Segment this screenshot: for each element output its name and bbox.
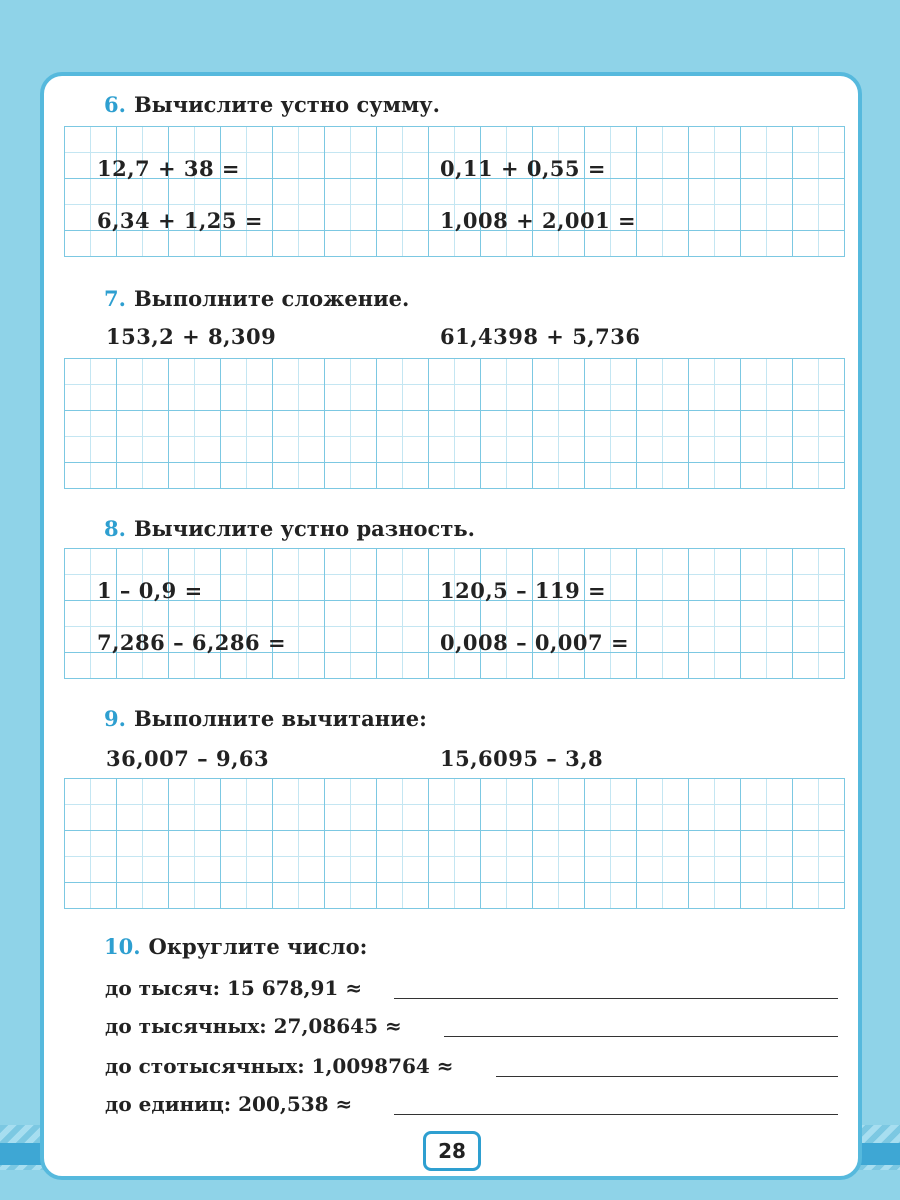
round-row-units: до единиц: 200,538 ≈ <box>105 1092 353 1116</box>
task-8-expr-2: 120,5 – 119 = <box>440 578 607 603</box>
page-number: 28 <box>423 1131 481 1171</box>
task-6-text: Вычислите устно сумму. <box>133 92 440 117</box>
task-9-expr-1: 36,007 – 9,63 <box>106 746 270 771</box>
task-9-expr-2: 15,6095 – 3,8 <box>440 746 604 771</box>
task-8-grid[interactable] <box>64 548 845 679</box>
task-6-expr-3: 6,34 + 1,25 = <box>97 208 263 233</box>
task-10-text: Округлите число: <box>148 934 368 959</box>
task-6-grid[interactable] <box>64 126 845 257</box>
answer-line-1[interactable] <box>394 998 838 999</box>
task-8-text: Вычислите устно разность. <box>133 516 475 541</box>
task-6-expr-1: 12,7 + 38 = <box>97 156 240 181</box>
task-9-grid[interactable] <box>64 778 845 909</box>
task-7-grid[interactable] <box>64 358 845 489</box>
task-7-text: Выполните сложение. <box>133 286 410 311</box>
round-row-hundred-thousandths: до стотысячных: 1,0098764 ≈ <box>105 1054 454 1078</box>
task-9-title <box>104 706 427 731</box>
task-6-title <box>104 92 440 117</box>
task-7-number: 7. <box>104 286 126 311</box>
task-8-expr-1: 1 – 0,9 = <box>97 578 203 603</box>
task-7-title <box>104 286 409 311</box>
task-8-title <box>104 516 475 541</box>
task-9-number: 9. <box>104 706 126 731</box>
round-row-thousandths: до тысячных: 27,08645 ≈ <box>105 1014 402 1038</box>
task-6-expr-2: 0,11 + 0,55 = <box>440 156 606 181</box>
task-9-text: Выполните вычитание: <box>133 706 427 731</box>
task-10-number: 10. <box>104 934 141 959</box>
task-8-expr-3: 7,286 – 6,286 = <box>97 630 287 655</box>
answer-line-3[interactable] <box>496 1076 838 1077</box>
answer-line-2[interactable] <box>444 1036 838 1037</box>
task-10-title <box>104 934 367 959</box>
round-row-thousands: до тысяч: 15 678,91 ≈ <box>105 976 363 1000</box>
task-7-expr-1: 153,2 + 8,309 <box>106 324 277 349</box>
task-7-expr-2: 61,4398 + 5,736 <box>440 324 641 349</box>
task-8-number: 8. <box>104 516 126 541</box>
answer-line-4[interactable] <box>394 1114 838 1115</box>
task-6-number: 6. <box>104 92 126 117</box>
task-6-expr-4: 1,008 + 2,001 = <box>440 208 637 233</box>
task-8-expr-4: 0,008 – 0,007 = <box>440 630 630 655</box>
